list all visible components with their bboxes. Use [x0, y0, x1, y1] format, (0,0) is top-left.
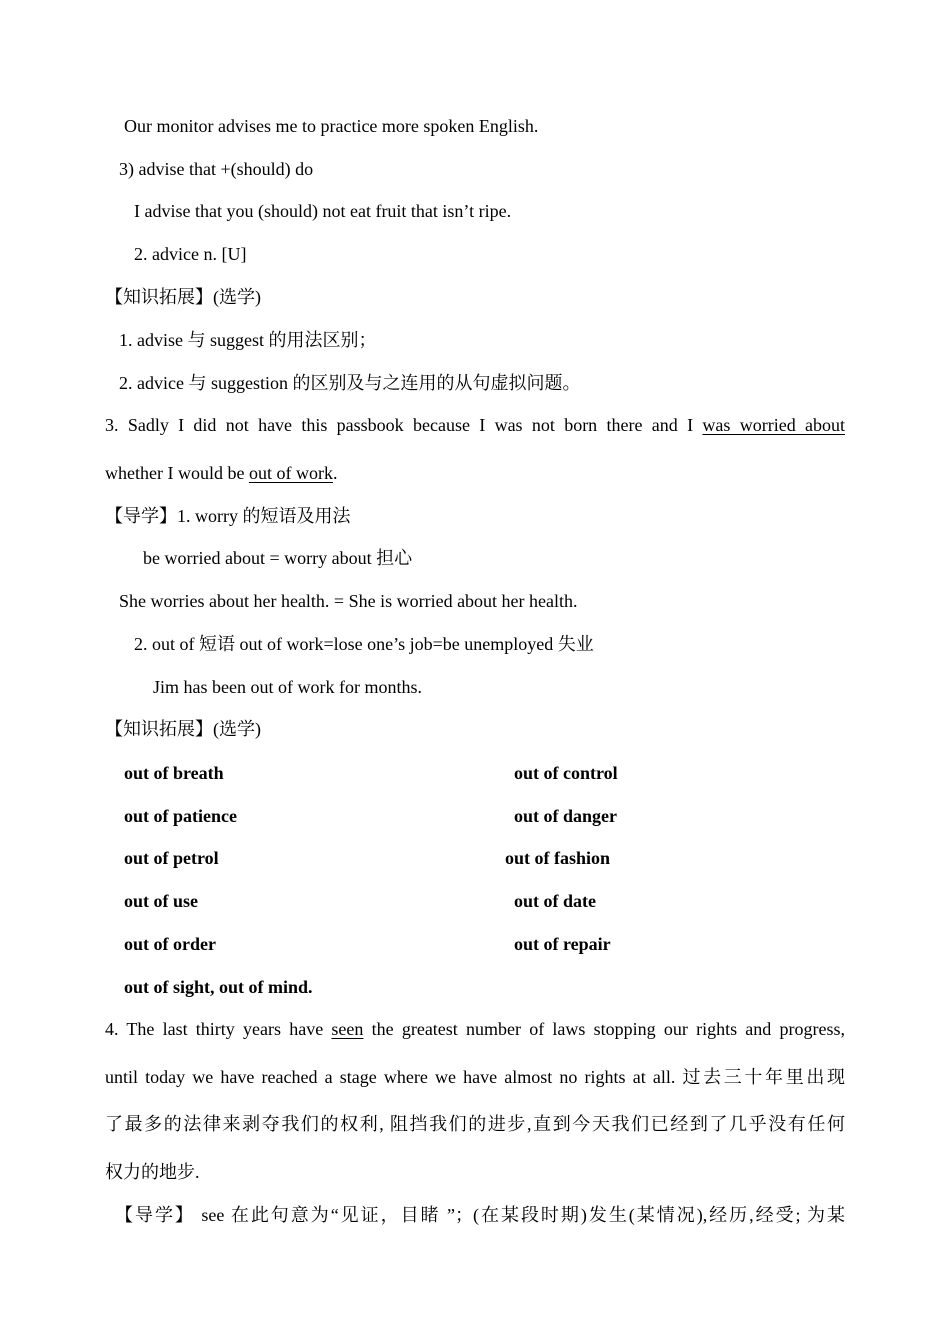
phrase-out-of-sight: out of sight, out of mind.	[124, 977, 313, 997]
phrase-out-of-use: out of use	[124, 891, 199, 911]
sentence-4-text-c: the greatest number of laws stopping our rights and progress,	[371, 1019, 845, 1039]
phrase-out-of-patience: out of patience	[124, 806, 237, 826]
phrase-out-of-date: out of date	[514, 891, 596, 911]
sentence-4-line-3: 了最多的法律来剥夺我们的权利, 阻挡我们的进步,直到今天我们已经到了几乎没有任何	[105, 1114, 845, 1134]
phrase-out-of-danger: out of danger	[514, 806, 617, 826]
usage-advise-that: 3) advise that +(should) do	[119, 159, 314, 179]
extension-item-1: 1. advise 与 suggest 的用法区别；	[119, 330, 377, 350]
sentence-3-line-2	[105, 462, 337, 484]
phrase-out-of-fashion: out of fashion	[505, 848, 611, 868]
worry-phrase: be worried about = worry about 担心	[143, 548, 413, 568]
sentence-3-period: .	[332, 463, 338, 483]
guide-see: 【导学】 see 在此句意为“见证，目睹 ”；(在某段时期)发生(某情况),经历,经受; 为某	[115, 1205, 845, 1225]
example-monitor: Our monitor advises me to practice more spoken English.	[124, 116, 539, 136]
phrase-out-of-control: out of control	[514, 763, 618, 783]
worry-example: She worries about her health. = She is worried about her health.	[119, 591, 578, 611]
sentence-4-line-4: 权力的地步.	[105, 1162, 200, 1182]
extension-item-2: 2. advice 与 suggestion 的区别及与之连用的从句虚拟问题。	[119, 373, 581, 393]
extension-heading: 【知识拓展】(选学)	[105, 287, 261, 307]
example-fruit: I advise that you (should) not eat fruit that isn’t ripe.	[134, 201, 512, 221]
phrase-out-of-breath: out of breath	[124, 763, 224, 783]
underlined-seen: seen	[331, 1019, 364, 1039]
sentence-4-text-a: 4. The last thirty years have	[105, 1019, 324, 1039]
out-of-definition: 2. out of 短语 out of work=lose one’s job=be unemployed 失业	[134, 634, 594, 654]
phrase-out-of-repair: out of repair	[514, 934, 611, 954]
sentence-3-line-1	[105, 414, 845, 436]
underlined-was-worried-about: was worried about	[702, 415, 846, 435]
underlined-out-of-work: out of work	[248, 463, 333, 483]
phrase-out-of-order: out of order	[124, 934, 216, 954]
sentence-3-text-a: 3. Sadly I did not have this passbook because I was not born there and I	[105, 415, 694, 435]
out-of-example: Jim has been out of work for months.	[153, 677, 422, 697]
advice-noun: 2. advice n. [U]	[134, 244, 247, 264]
sentence-3-text-c: whether I would be	[105, 463, 245, 483]
guide-worry: 【导学】1. worry 的短语及用法	[105, 506, 351, 526]
phrase-out-of-petrol: out of petrol	[124, 848, 219, 868]
sentence-4-line-1	[105, 1018, 845, 1040]
sentence-4-line-2: until today we have reached a stage where we have almost no rights at all. 过去三十年里出现	[105, 1067, 845, 1087]
extension-heading-2: 【知识拓展】(选学)	[105, 719, 261, 739]
